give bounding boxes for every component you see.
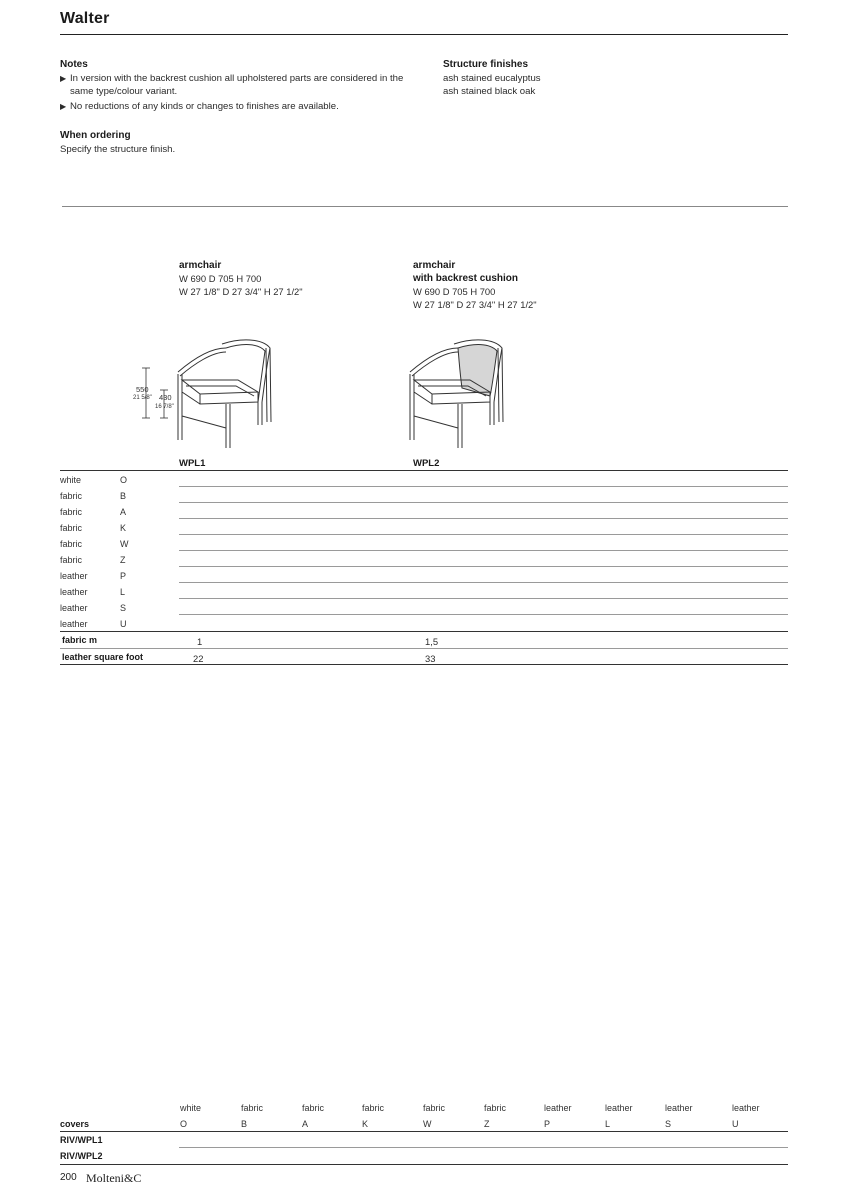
covers-material: white xyxy=(180,1103,202,1113)
finish-row-letter: O xyxy=(120,475,128,485)
finish-row-line xyxy=(179,614,788,615)
armchair-wpl2-drawing xyxy=(362,330,522,452)
covers-letter: P xyxy=(544,1119,551,1129)
finish-row-material: leather xyxy=(60,571,88,581)
arm-height-mm: 430 xyxy=(159,393,172,402)
covers-letter: Z xyxy=(484,1119,490,1129)
finish-row-material: white xyxy=(60,475,82,485)
leather-sqft-label: leather square foot xyxy=(62,652,144,662)
when-ordering-text: Specify the structure finish. xyxy=(60,144,176,155)
fabric-m-top-rule xyxy=(60,631,788,632)
finish-row-letter: P xyxy=(120,571,127,581)
covers-label: covers xyxy=(60,1119,90,1129)
covers-letter: U xyxy=(732,1119,739,1129)
brand-logo: Molteni&C xyxy=(86,1171,142,1185)
title-rule xyxy=(60,34,788,35)
product-wpl2-dims-in: W 27 1/8" D 27 3/4" H 27 1/2" xyxy=(413,299,537,310)
covers-letter: S xyxy=(665,1119,672,1129)
covers-letter: W xyxy=(423,1119,432,1129)
page-number: 200 xyxy=(60,1172,77,1183)
seat-height-mm: 550 xyxy=(136,385,149,394)
finish-row-material: fabric xyxy=(60,555,83,565)
fabric-m-label: fabric m xyxy=(62,635,98,645)
finish-row-material: fabric xyxy=(60,491,83,501)
note-1-line1: In version with the backrest cushion all upholstered parts are considered in the xyxy=(70,73,404,84)
product-wpl2-name-line2: with backrest cushion xyxy=(413,273,519,284)
structure-finish-1: ash stained eucalyptus xyxy=(443,73,541,84)
finish-row-letter: Z xyxy=(120,555,126,565)
covers-material: leather xyxy=(665,1103,693,1113)
finish-row-line xyxy=(179,550,788,551)
fabric-m-wpl2: 1,5 xyxy=(425,636,439,647)
finish-row-letter: W xyxy=(120,539,129,549)
product-wpl2-name: armchair xyxy=(413,260,456,271)
covers-material: fabric xyxy=(423,1103,446,1113)
note-1-line2: same type/colour variant. xyxy=(70,86,178,97)
covers-letter: A xyxy=(302,1119,309,1129)
product-wpl1-header xyxy=(179,259,303,298)
covers-material: fabric xyxy=(241,1103,264,1113)
finish-row-material: fabric xyxy=(60,507,83,517)
bullet-arrow-icon: ▶ xyxy=(60,102,67,111)
structure-finishes-heading: Structure finishes xyxy=(443,59,529,70)
finish-row-material: leather xyxy=(60,587,88,597)
finish-row-letter: A xyxy=(120,507,127,517)
structure-finish-2: ash stained black oak xyxy=(443,86,536,97)
finish-row-line xyxy=(179,486,788,487)
covers-material: fabric xyxy=(362,1103,385,1113)
covers-header-rule xyxy=(60,1131,788,1132)
covers-letter: B xyxy=(241,1119,248,1129)
product-wpl1-dims-in: W 27 1/8" D 27 3/4" H 27 1/2" xyxy=(179,286,303,297)
notes-heading: Notes xyxy=(60,59,88,70)
covers-letter: L xyxy=(605,1119,611,1129)
covers-material: leather xyxy=(732,1103,760,1113)
covers-row-label: RIV/WPL1 xyxy=(60,1135,103,1145)
section-divider xyxy=(62,206,788,207)
when-ordering-heading: When ordering xyxy=(60,130,131,141)
product-wpl2-dims-mm: W 690 D 705 H 700 xyxy=(413,286,496,297)
finish-row-letter: K xyxy=(120,523,127,533)
finish-row-line xyxy=(179,534,788,535)
covers-bottom-rule xyxy=(60,1164,788,1165)
note-2-line1: No reductions of any kinds or changes to finishes are available. xyxy=(70,101,339,112)
note-item-2 xyxy=(60,100,339,113)
finish-row-line xyxy=(179,518,788,519)
covers-material: leather xyxy=(544,1103,572,1113)
finish-row-line xyxy=(179,502,788,503)
finish-row-line xyxy=(179,598,788,599)
covers-letter: K xyxy=(362,1119,369,1129)
covers-letter: O xyxy=(180,1119,188,1129)
product-code-wpl2: WPL2 xyxy=(413,458,440,469)
covers-row-label: RIV/WPL2 xyxy=(60,1151,103,1161)
finish-row-letter: U xyxy=(120,619,127,629)
finish-row-material: fabric xyxy=(60,523,83,533)
finish-row-material: leather xyxy=(60,619,88,629)
arm-height-in: 16 7/8" xyxy=(155,404,174,410)
finish-table-top-rule xyxy=(60,470,788,471)
armchair-wpl1-drawing xyxy=(130,330,290,452)
bullet-arrow-icon: ▶ xyxy=(60,74,67,83)
covers-material: fabric xyxy=(484,1103,507,1113)
finish-row-material: fabric xyxy=(60,539,83,549)
covers-material: leather xyxy=(605,1103,633,1113)
finish-row-letter: L xyxy=(120,587,126,597)
covers-row-line xyxy=(179,1147,788,1148)
finish-row-letter: S xyxy=(120,603,127,613)
product-wpl2-header xyxy=(413,259,537,311)
product-wpl1-name: armchair xyxy=(179,260,222,271)
leather-sqft-wpl1: 22 xyxy=(193,653,204,664)
finish-row-line xyxy=(179,566,788,567)
product-code-wpl1: WPL1 xyxy=(179,458,206,469)
fabric-m-bottom-rule xyxy=(60,648,788,649)
seat-height-in: 21 5/8" xyxy=(133,395,152,401)
finish-row-material: leather xyxy=(60,603,88,613)
product-wpl1-dims-mm: W 690 D 705 H 700 xyxy=(179,273,262,284)
leather-sqft-wpl2: 33 xyxy=(425,653,436,664)
leather-sqft-bottom-rule xyxy=(60,664,788,665)
finish-row-letter: B xyxy=(120,491,127,501)
finish-row-line xyxy=(179,582,788,583)
fabric-m-wpl1: 1 xyxy=(197,636,203,647)
page-title: Walter xyxy=(60,10,110,27)
covers-material: fabric xyxy=(302,1103,325,1113)
note-item-1 xyxy=(60,72,403,85)
